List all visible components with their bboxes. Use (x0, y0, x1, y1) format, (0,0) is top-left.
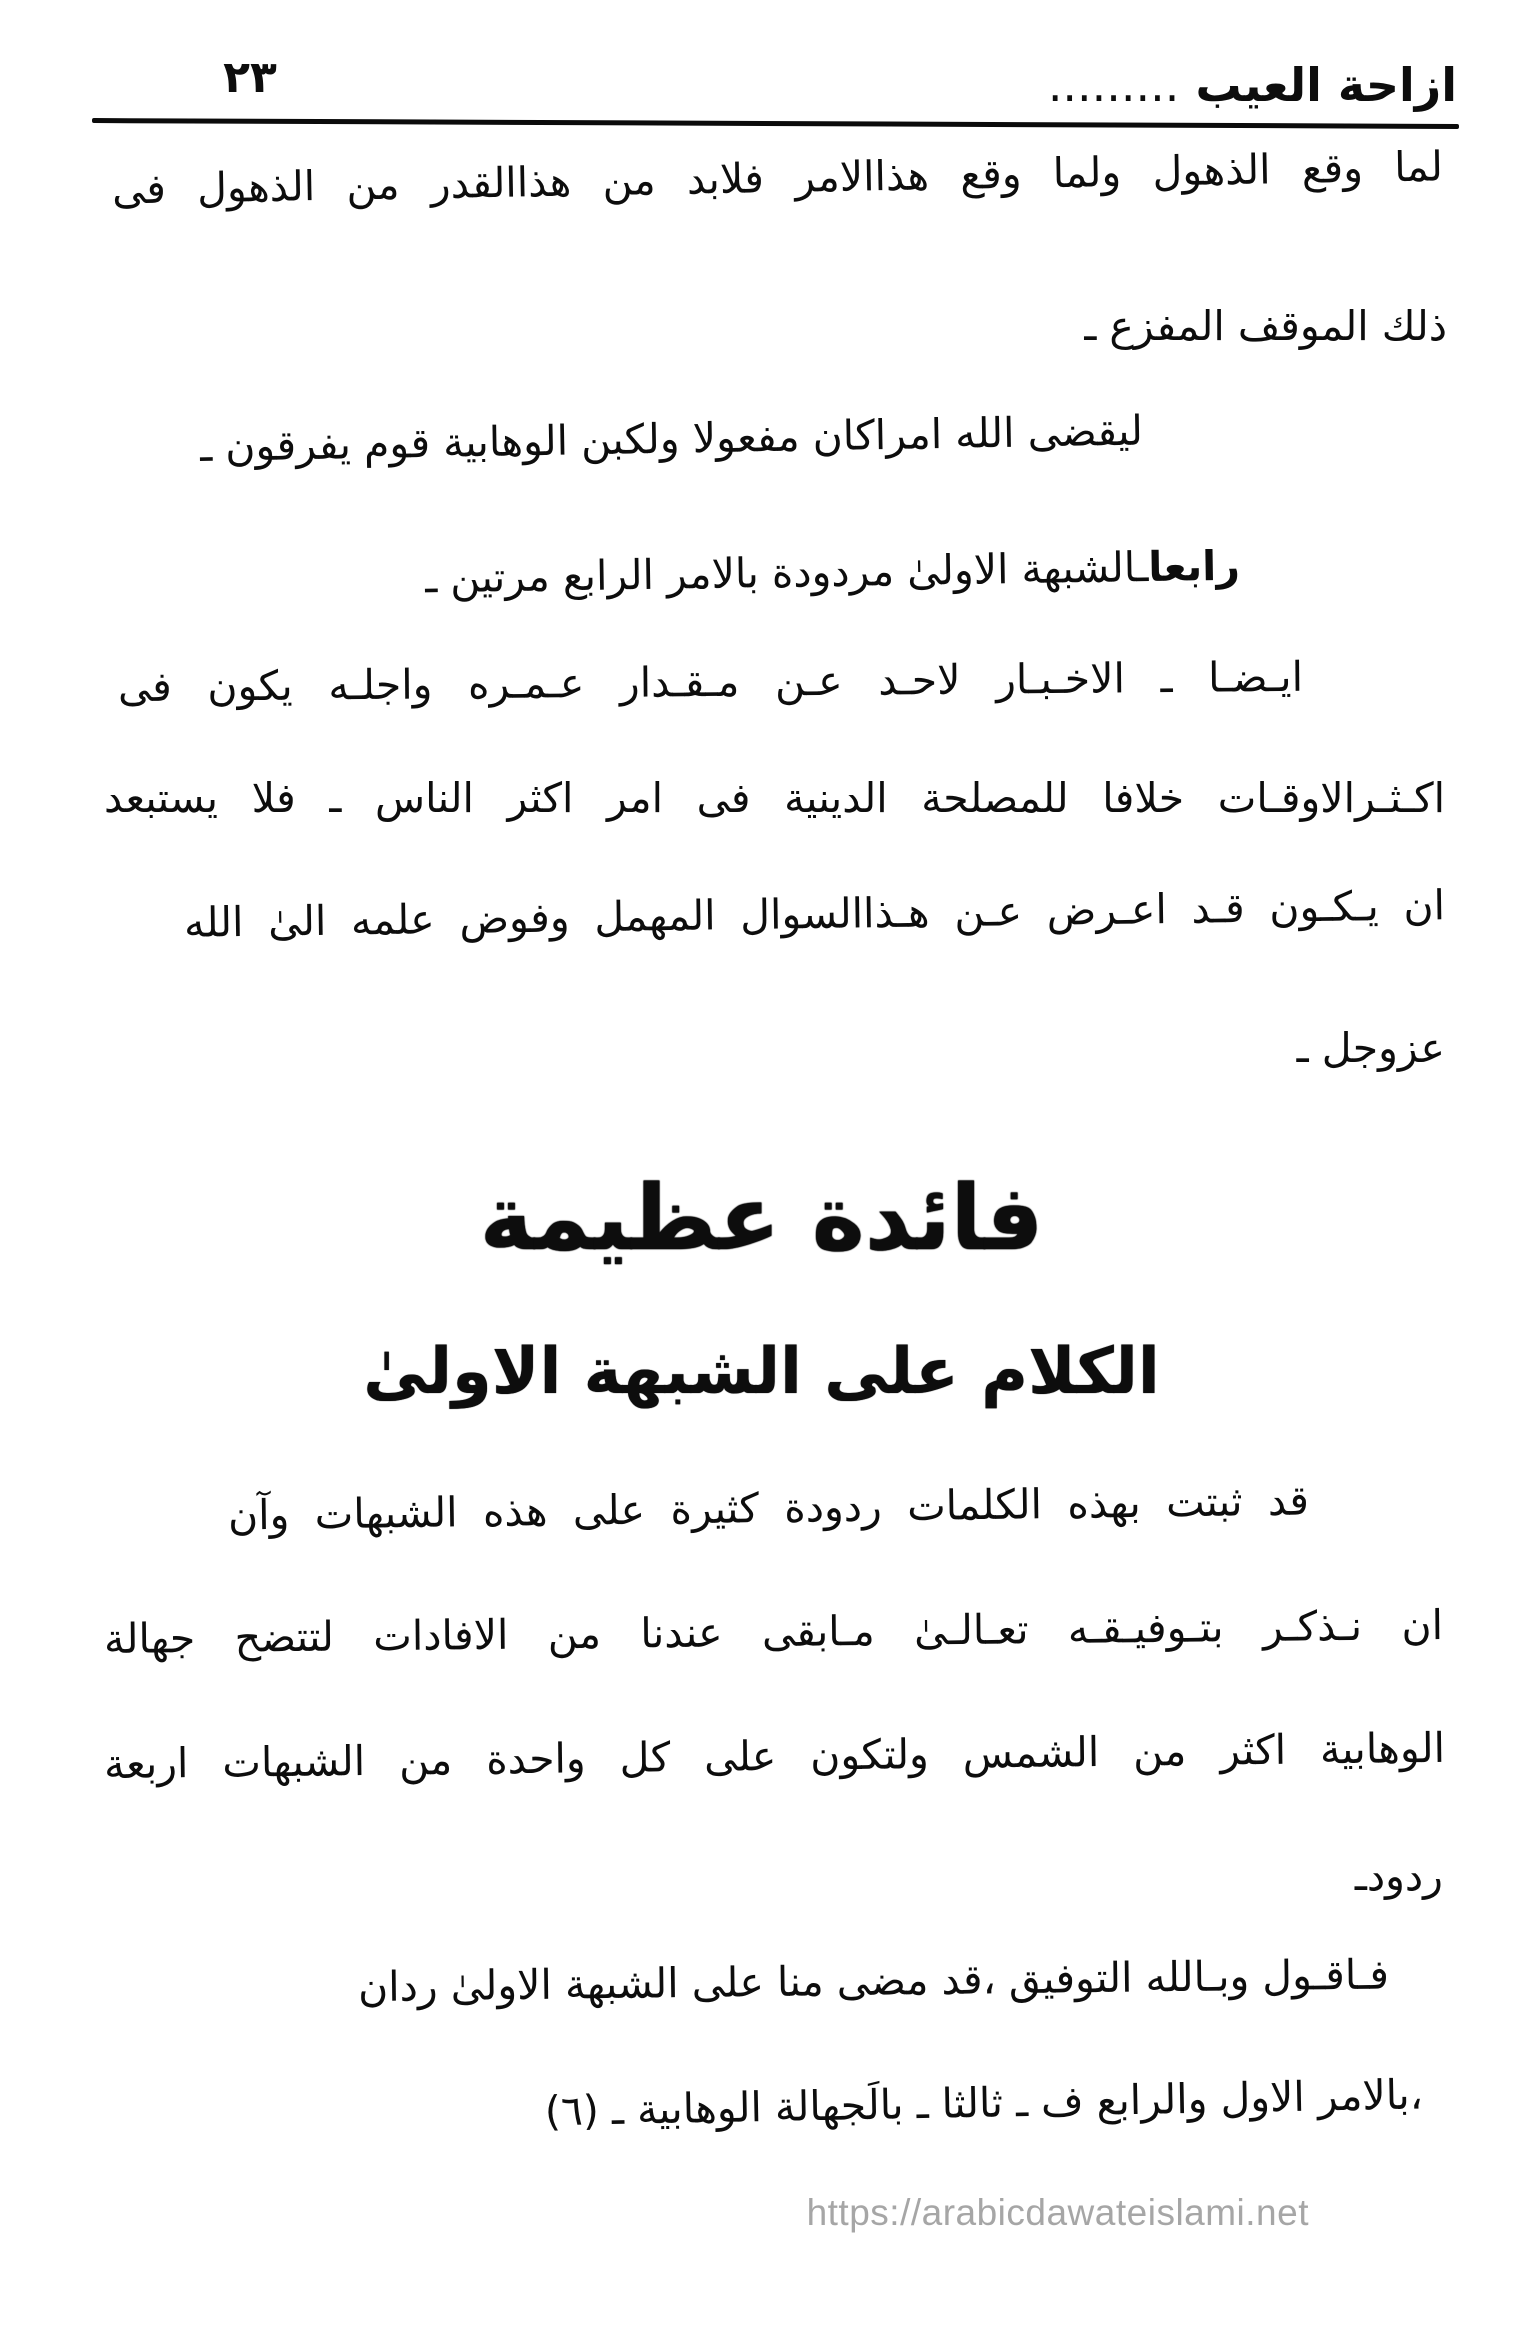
book-title-dots: ......... (1047, 58, 1180, 112)
body-line-9: قد ثبتت بهذه الكلمات ردودة كثيرة على هذه الشبهات وآن (227, 1476, 1310, 1540)
book-title-text: ازاحة العيب (1195, 58, 1457, 112)
body-line-12: ردودـ (1354, 1852, 1443, 1900)
book-title (1048, 58, 1457, 112)
body-line-4-lead: رابعا (1147, 541, 1241, 592)
body-line-8: عزوجل ـ (1296, 1024, 1445, 1072)
body-line-14: ،بالامر الاول والرابع ف ـ ثالثا ـ بالَجهالة الوهابية ـ (٦) (544, 2070, 1424, 2136)
body-line-7: ان يـكـون قـد اعـرض عـن هـذاالسوال المهمل وفوض علمه الىٰ الله (183, 881, 1446, 947)
section-heading-sub: الكلام على الشبهة الاولىٰ (363, 1335, 1160, 1409)
body-line-4 (388, 535, 1278, 610)
body-line-13: فـاقـول وبـالله التوفيق ،قد مضى منا على الشبهة الاولىٰ ردان (357, 1950, 1390, 2012)
page-number: ٢٣ (223, 52, 277, 103)
body-line-6: اكـثـرالاوقـات خلافا للمصلحة الدينية فى امر اكثر الناس ـ فلا يستبعد (104, 774, 1445, 822)
body-line-5: ايـضـا ـ الاخـبـار لاحـد عـن مـقـدار عـمـره واجلـه يكون فى (117, 652, 1304, 712)
body-line-10: ان نـذكـر بتـوفيـقـه تعـالـىٰ مـابقى عندنا من الافادات لتتضح جهالة (103, 1600, 1444, 1664)
header-rule (92, 118, 1459, 129)
body-line-11: الوهابية اكثر من الشمس ولتكون على كل واحدة من الشبهات اربعة (103, 1723, 1446, 1789)
body-line-1: لما وقع الذهول ولما وقع هذاالامر فلابد من هذاالقدر من الذهول فى (111, 142, 1444, 214)
watermark-url: https://arabicdawateislami.net (806, 2192, 1309, 2233)
section-heading-main: فائدة عظيمة (479, 1166, 1044, 1271)
body-line-3: ليقضى الله امراكان مفعولا ولكبن الوهابية قوم يفرقون ـ (199, 406, 1144, 471)
body-line-2: ذلك الموقف المفزع ـ (1084, 302, 1447, 350)
body-line-4-rest: ـالشبهة الاولىٰ مردودة بالامر الرابع مرتين ـ (424, 543, 1149, 603)
